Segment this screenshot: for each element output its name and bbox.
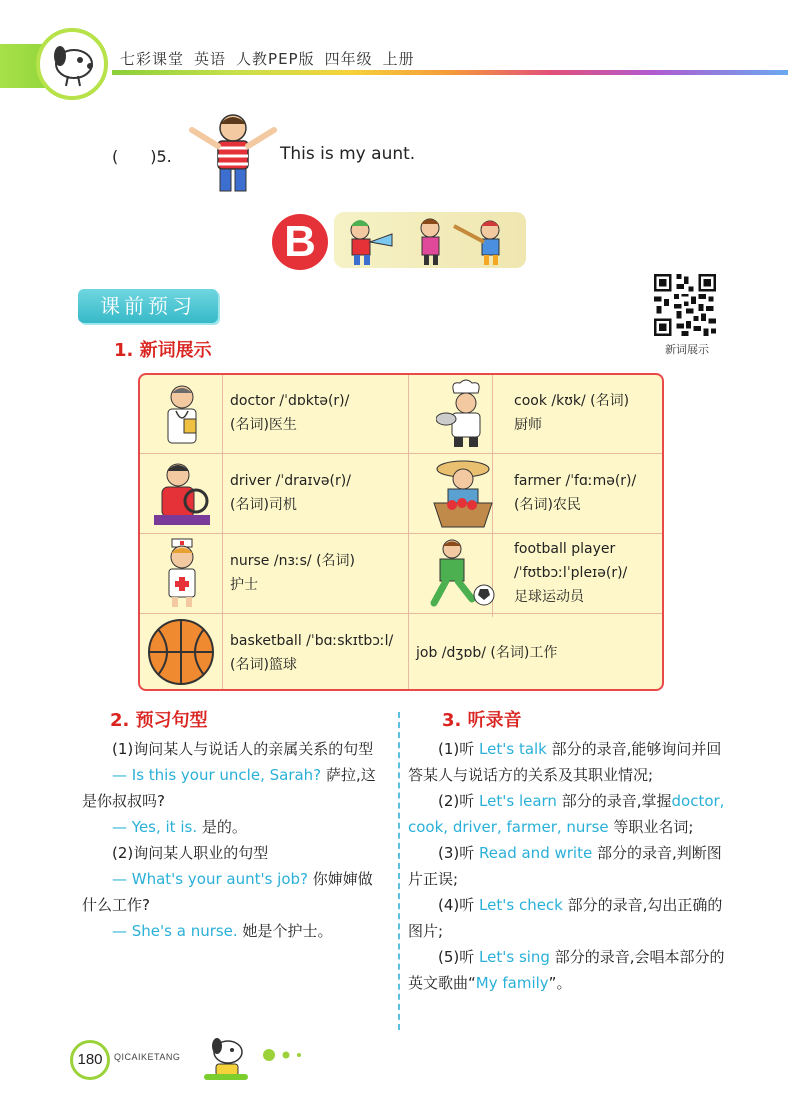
listen-item-4: (4)听 Let's check 部分的录音,勾出正确的图片; [408,896,723,940]
driver-illustration [150,459,216,529]
vocab-job: job /dʒɒb/ (名词)工作 [416,645,558,661]
header-grade: 四年级 [324,50,373,68]
vocab-nurse: nurse /nɜːs/ (名词) 护士 [230,553,355,593]
cook-illustration [436,379,496,449]
pattern-2-desc: (2)询问某人职业的句型 [112,844,269,862]
football-player-illustration [424,537,496,609]
pattern-1-question: — Is this your uncle, Sarah? 萨拉,这是你叔叔吗? [82,766,376,810]
vocab-doctor: doctor /ˈdɒktə(r)/ (名词)医生 [230,393,350,433]
section-label-preview: 课前预习 [78,289,218,323]
qr-caption: 新词展示 [665,343,709,356]
listen-item-1: (1)听 Let's talk 部分的录音,能够询问并回答某人与说话方的关系及其职业情况; [408,740,722,784]
nurse-illustration [154,537,210,609]
header-volume: 上册 [382,50,415,68]
vocab-farmer: farmer /ˈfɑːmə(r)/ (名词)农民 [514,473,637,513]
doctor-illustration [154,381,210,447]
header-series: 七彩课堂 [120,50,185,68]
exercise-5-sentence: This is my aunt. [280,144,416,164]
listen-item-5: (5)听 Let's sing 部分的录音,会唱本部分的英文歌曲“My family”。 [408,948,725,992]
header-title [120,48,425,69]
vocab-basketball: basketball /ˈbɑːskɪtbɔːl/ (名词)篮球 [230,633,394,673]
column-divider [398,712,400,1030]
vocab-table [138,373,664,691]
pattern-2-answer: — She's a nurse. 她是个护士。 [112,922,333,940]
qr-code-icon[interactable] [654,274,716,336]
header-subject: 英语 [194,50,227,68]
listen-column [408,736,726,996]
patterns-heading: 2. 预习句型 [110,710,208,731]
footer-brand: QICAIKETANG [114,1052,181,1062]
basketball-illustration [146,617,216,687]
listen-heading: 3. 听录音 [442,710,522,731]
exercise-5-number: ( )5. [112,147,172,166]
dog-mascot-icon [40,32,104,96]
header-edition: 人教PEP版 [236,50,315,68]
vocab-football-player: football player /ˈfʊtbɔːlˈpleɪə(r)/ 足球运动员 [514,541,628,605]
pattern-1-answer: — Yes, it is. 是的。 [112,818,247,836]
part-b-badge: B [272,214,328,270]
farmer-illustration [428,457,498,529]
vocab-heading: 1. 新词展示 [114,340,212,361]
pattern-2-question: — What's your aunt's job? 你婶婶做什么工作? [82,870,373,914]
vocab-cook: cook /kʊk/ (名词) 厨师 [514,393,630,433]
kids-playing-illustration [334,212,526,268]
listen-item-3: (3)听 Read and write 部分的录音,判断图片正误; [408,844,722,888]
boy-illustration [188,108,278,196]
page-number: 180 [70,1040,110,1080]
kids-banner [334,212,526,268]
vocab-driver: driver /ˈdraɪvə(r)/ (名词)司机 [230,473,351,513]
pattern-1-desc: (1)询问某人与说话人的亲属关系的句型 [112,740,374,758]
footer-dots-decoration [262,1048,306,1062]
footer-dog-icon [196,1030,256,1086]
listen-item-2: (2)听 Let's learn 部分的录音,掌握doctor, cook, driver, farmer, nurse 等职业名词; [408,792,725,836]
header-rainbow-line [112,70,788,75]
logo [36,28,108,100]
patterns-column [82,736,386,944]
